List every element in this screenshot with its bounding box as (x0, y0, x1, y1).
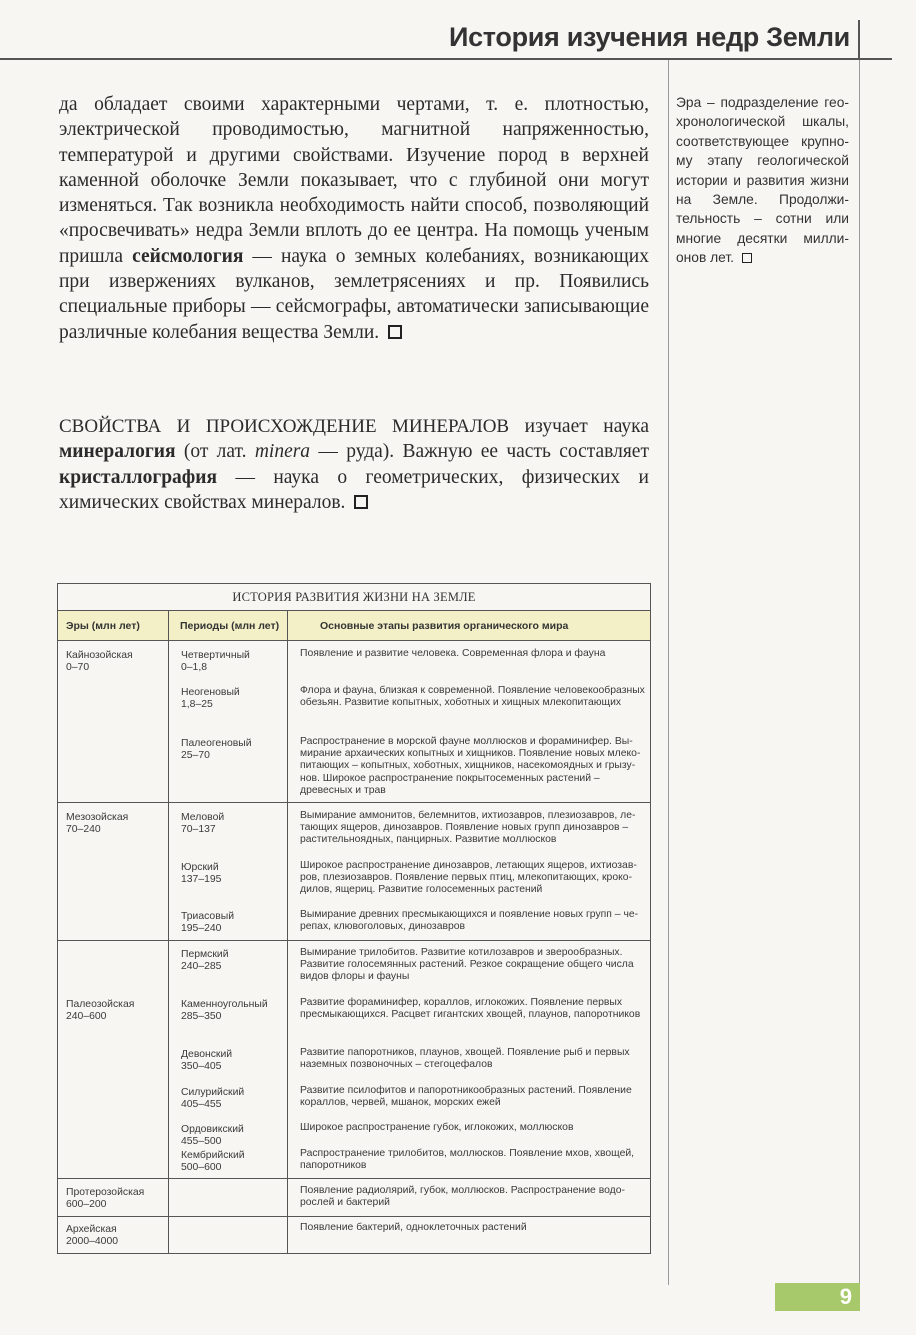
header-rule (0, 58, 892, 60)
era-cell (66, 999, 134, 1023)
stage-description: Распространение трилобитов, моллюсков. Появление мхов, хвощей, папоротников (300, 1148, 635, 1172)
stage-description: Появление бактерий, одноклеточных растений (300, 1222, 527, 1233)
era-range: 0–70 (66, 662, 90, 674)
era-name: Палеозойская (66, 999, 135, 1010)
period-range: 240–285 (181, 961, 222, 973)
stage-description: Появление радиолярий, губок, моллюсков. Распространение водорослей и бактерий (300, 1185, 625, 1209)
period-cell (181, 949, 229, 973)
term-crystallography: кристаллография (59, 466, 218, 488)
era-cell (66, 650, 133, 674)
period-cell (181, 738, 252, 762)
period-cell (181, 687, 240, 711)
term-seismology: сейсмология (132, 245, 244, 267)
end-of-section-box-icon (388, 325, 402, 339)
page-number: 9 (839, 1284, 852, 1309)
era-name: Кайнозойская (66, 650, 133, 661)
period-name: Юрский (181, 862, 219, 873)
period-cell (181, 812, 224, 836)
period-range: 500–600 (181, 1162, 222, 1174)
table-header-row (58, 611, 650, 641)
term-mineralogy: минералогия (59, 441, 176, 463)
period-range: 350–405 (181, 1061, 222, 1073)
table-caption: ИСТОРИЯ РАЗВИТИЯ ЖИЗНИ НА ЗЕМЛЕ (58, 584, 650, 611)
period-range: 25–70 (181, 750, 210, 762)
stage-description: Развитие псилофитов и папоротникообразных растений. Появление кораллов, червей, мшанок, морских ежей (300, 1085, 632, 1109)
stage-description: Вымирание трилобитов. Развитие котилозавров и зверообразных. Развитие голосемянных растений. Резкое сокращение общего числа видов флоры и фауны (300, 947, 634, 983)
period-cell (181, 862, 221, 886)
life-history-table (57, 583, 651, 1254)
period-name: Ордовикский (181, 1124, 244, 1135)
era-separator (58, 1178, 650, 1179)
era-name: Протерозойская (66, 1187, 145, 1198)
latin-word: minera (254, 441, 311, 463)
stage-description: Появление и развитие человека. Современная флора и фауна (300, 648, 606, 659)
body-paragraph-seismology (59, 92, 649, 345)
end-of-note-box-icon (742, 253, 752, 263)
period-cell (181, 911, 234, 935)
page-number-badge (775, 1283, 860, 1311)
stage-description: Развитие фораминифер, кораллов, иглокожих. Появление первых пресмыкающихся. Расцвет гигантских хвощей, плаунов, папоротников (300, 997, 641, 1021)
stage-description: Вымирание древних пресмыкающихся и появление новых групп – черепах, клювоголовых, динозавров (300, 909, 639, 933)
period-range: 137–195 (181, 874, 222, 886)
period-cell (181, 1124, 244, 1148)
era-range: 240–600 (66, 1011, 107, 1023)
era-cell (66, 812, 128, 836)
era-range: 2000–4000 (66, 1236, 119, 1248)
para1-text-a: да обладает своими характерными чертами, т. е. плотностью, электрической проводимостью, магнитной напряженностью, температурой и другими свойствами. Изучение пород в верхней каменной оболочке Земли показывает, что с глубиной они могут изменяться. Так возникла необходимость найти способ, позволяющий «просвечивать» недра Земли вплоть до ее центра. На помощь ученым пришла (59, 94, 649, 267)
period-range: 455–500 (181, 1136, 222, 1148)
era-name: Мезозойская (66, 812, 129, 823)
period-name: Силурийский (181, 1087, 245, 1098)
header-eras: Эры (млн лет) (66, 620, 140, 632)
era-cell (66, 1187, 144, 1211)
period-cell (181, 999, 268, 1023)
stage-description: Вымирание аммонитов, белемнитов, ихтиозавров, плезиозавров, летающих ящеров, динозавров. Появление новых групп динозавров – растительноядных, панцирных. Развитие моллюсков (300, 810, 636, 846)
era-range: 600–200 (66, 1199, 107, 1211)
period-name: Девонский (181, 1049, 233, 1060)
period-name: Каменноугольный (181, 999, 268, 1010)
era-separator (58, 940, 650, 941)
stage-description: Флора и фауна, близкая к современной. Появление человекообразных обезьян. Развитие копытных, хоботных и хищных млекопитающих (300, 685, 645, 709)
period-range: 195–240 (181, 923, 222, 935)
stage-description: Широкое распространение динозавров, летающих ящеров, ихтиозавров, плезиозавров. Появление первых птиц, млекопитающих, крокодилов, ящериц. Развитие голосеменных растений (300, 860, 637, 896)
period-cell (181, 1049, 232, 1073)
period-range: 1,8–25 (181, 699, 213, 711)
era-separator (58, 802, 650, 803)
stage-description: Развитие папоротников, плаунов, хвощей. Появление рыб и первых наземных позвоночных – стегоцефалов (300, 1047, 630, 1071)
para1-text-b: — наука о земных колебаниях, возникающих при извержениях вулканов, землетрясениях и пр. Появились специальные приборы — сейсмографы, автоматически записывающие различные колебания вещества Земли. (59, 245, 649, 343)
era-separator (58, 1216, 650, 1217)
period-range: 0–1,8 (181, 662, 208, 674)
period-cell (181, 1150, 245, 1174)
header-stages: Основные этапы развития органического мира (320, 620, 569, 632)
page-header-title: История изучения недр Земли (448, 22, 850, 52)
stage-description: Широкое распространение губок, иглокожих, моллюсков (300, 1122, 574, 1133)
header-vertical-rule (858, 20, 860, 58)
header-periods: Периоды (млн лет) (180, 620, 280, 632)
para2-text-b: (от лат. (175, 441, 255, 463)
end-of-section-box-icon (354, 495, 368, 509)
era-name: Архейская (66, 1224, 117, 1235)
sidenote-text: Эра – подразделение геохронологической шкалы, соответствующее крупному этапу геологической истории и развития жизни на Земле. Продолжительность – сотни или многие десятки миллионов лет. (676, 95, 849, 266)
para2-text-c: — руда). Важную ее часть составляет (310, 441, 649, 463)
period-name: Четвертичный (181, 650, 250, 661)
period-name: Пермский (181, 949, 229, 960)
period-cell (181, 1087, 244, 1111)
page-right-rule (859, 60, 860, 1285)
para2-text-d: — наука о геометрических, физических и химических свойствах минералов. (59, 466, 649, 513)
period-name: Неогеновый (181, 687, 240, 698)
body-paragraph-mineralogy (59, 414, 649, 515)
para2-text-a: изучает наука (509, 416, 649, 437)
era-cell (66, 1224, 118, 1248)
stage-description: Распространение в морской фауне моллюсков и фораминифер. Вымирание архаических копытных и хищников. Появление новых млекопитающих – копытных, хоботных, хищников, насекомоядных и грызунов. Широкое распространение покрытосеменных растений – древесных и трав (300, 736, 641, 796)
period-cell (181, 650, 250, 674)
period-range: 405–455 (181, 1099, 222, 1111)
sidebar-divider (668, 60, 669, 1285)
period-name: Триасовый (181, 911, 235, 922)
period-range: 70–137 (181, 824, 216, 836)
column-divider-1 (168, 610, 169, 1253)
period-range: 285–350 (181, 1011, 222, 1023)
era-range: 70–240 (66, 824, 101, 836)
period-name: Меловой (181, 812, 225, 823)
column-divider-2 (287, 610, 288, 1253)
period-name: Кембрийский (181, 1150, 245, 1161)
sidebar-definition-era (676, 93, 849, 268)
period-name: Палеогеновый (181, 738, 252, 749)
section-caps-heading: СВОЙСТВА И ПРОИСХОЖДЕНИЕ МИНЕРАЛОВ (59, 416, 510, 437)
